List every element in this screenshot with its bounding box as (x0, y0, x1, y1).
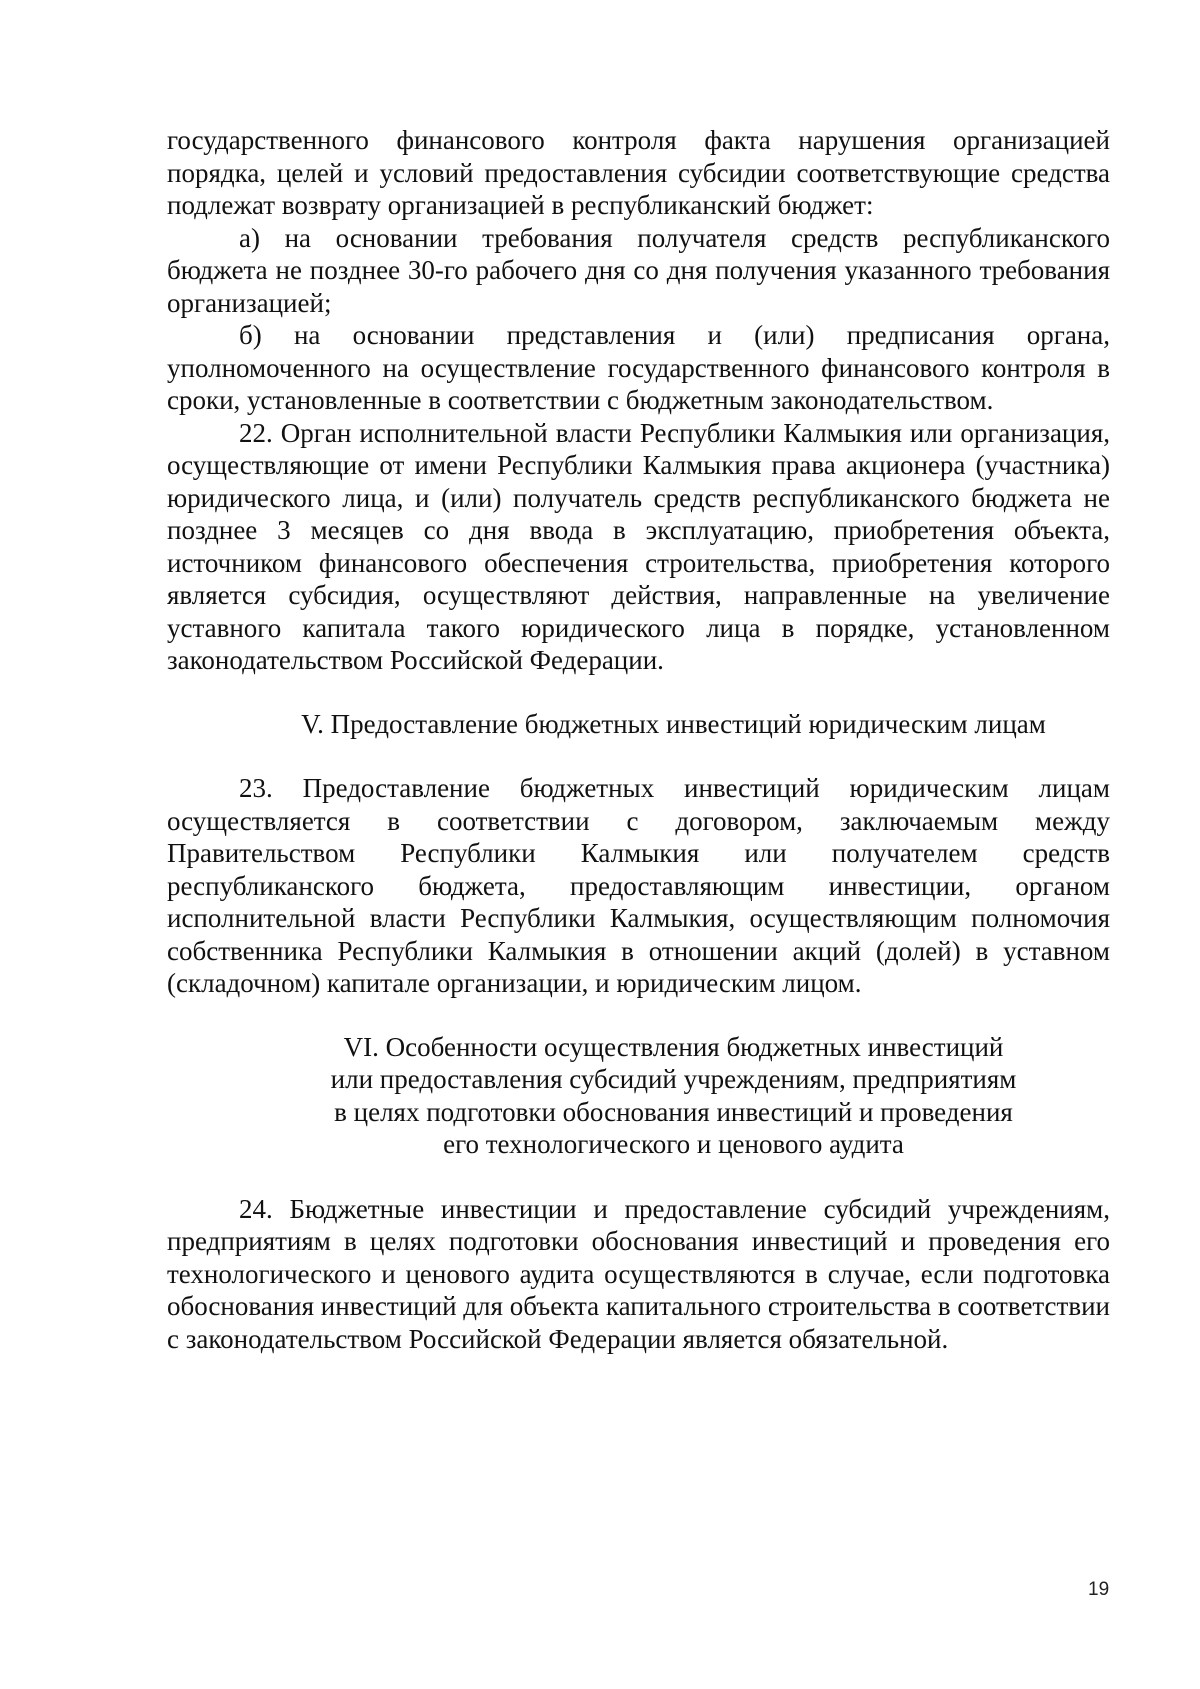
section-vi-heading-line: VI. Особенности осуществления бюджетных инвестиций (343, 1031, 1004, 1062)
section-v-heading: V. Предоставление бюджетных инвестиций юридическим лицам (301, 708, 1046, 739)
page-number: 19 (1088, 1579, 1110, 1600)
document-body (167, 124, 1110, 1355)
section-vi-heading-line: в целях подготовки обоснования инвестиций и проведения (334, 1096, 1013, 1127)
section-vi-heading (167, 1031, 1110, 1161)
paragraph-continuation: государственного финансового контроля факта нарушения организацией порядка, целей и условий предоставления субсидии соответствующие средства подлежат возврату организацией в республиканский бюджет: (167, 125, 1110, 220)
paragraph-22: 22. Орган исполнительной власти Республики Калмыкия или организация, осуществляющие от имени Республики Калмыкия права акционера (участника) юридического лица, и (или) получатель средств республиканского бюджета не позднее 3 месяцев со дня ввода в эксплуатацию, приобретения объекта, источником финансового обеспечения строительства, приобретения которого является субсидия, осуществляют действия, направленные на увеличение уставного капитала такого юридического лица в порядке, установленном законодательством Российской Федерации. (167, 417, 1110, 675)
section-vi-heading-line: или предоставления субсидий учреждениям, предприятиям (330, 1064, 1017, 1094)
section-vi-heading-line: его технологического и ценового аудита (443, 1129, 904, 1159)
paragraph-item-a: а) на основании требования получателя средств республиканского бюджета не позднее 30-го рабочего дня со дня получения указанного требования организацией; (167, 222, 1110, 318)
paragraph-23: 23. Предоставление бюджетных инвестиций юридическим лицам осуществляется в соответствии с договором, заключаемым между Правительством Республики Калмыкия или получателем средств республиканского бюджета, предоставляющим инвестиции, органом исполнительной власти Республики Калмыкия, осуществляющим полномочия собственника Республики Калмыкия в отношении акций (долей) в уставном (складочном) капитале организации, и юридическим лицом. (167, 773, 1110, 998)
paragraph-item-b: б) на основании представления и (или) предписания органа, уполномоченного на осуществление государственного финансового контроля в сроки, установленные в соответствии с бюджетным законодательством. (167, 320, 1110, 415)
paragraph-24: 24. Бюджетные инвестиции и предоставление субсидий учреждениям, предприятиям в целях подготовки обоснования инвестиций и проведения его технологического и ценового аудита осуществляются в случае, если подготовка обоснования инвестиций для объекта капитального строительства в соответствии с законодательством Российской Федерации является обязательной. (167, 1193, 1110, 1354)
